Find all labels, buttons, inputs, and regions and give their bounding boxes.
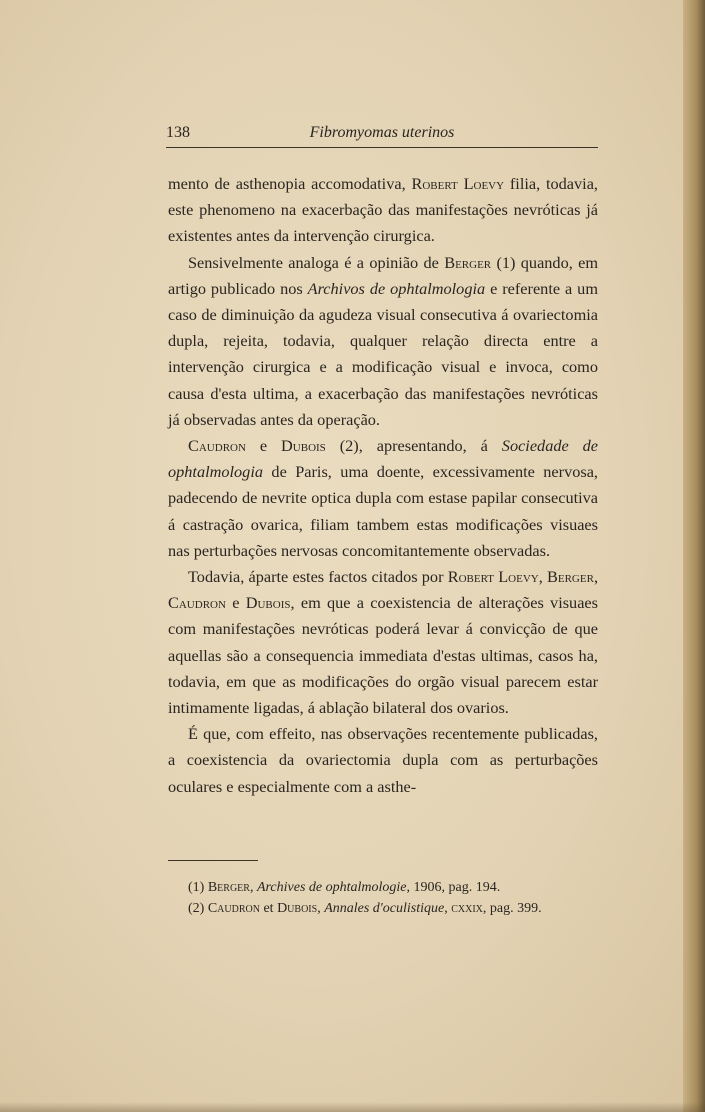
text-run: Sensivelmente analoga é a opinião de bbox=[188, 252, 445, 272]
paragraph-1 bbox=[168, 171, 598, 250]
author-name: Caudron bbox=[168, 593, 226, 613]
running-title: Fibromyomas uterinos bbox=[309, 124, 455, 141]
author-name: Dubois bbox=[245, 593, 291, 613]
journal-title: Archivos de ophtalmologia bbox=[307, 278, 486, 298]
author-name: Dubois bbox=[281, 436, 326, 456]
page-bottom-shadow bbox=[0, 1102, 705, 1112]
text-run: , bbox=[538, 567, 548, 587]
page-number: 138 bbox=[166, 124, 190, 141]
text-run: (1) quando, em artigo publicado nos bbox=[168, 252, 599, 298]
author-name: Caudron bbox=[188, 436, 246, 456]
text-run: de Paris, uma doente, excessivamente nervosa, padecendo de nevrite optica dupla com estase papilar consecutiva á castração ovarica, filiam tambem estas modificações visuaes nas perturbações nervosas concomitantemente observadas. bbox=[168, 462, 598, 560]
footnote-number: (2) bbox=[188, 901, 208, 916]
author-name: Dubois bbox=[277, 901, 318, 916]
body-text bbox=[168, 171, 598, 800]
text-run: et bbox=[259, 901, 278, 916]
footnote-2 bbox=[168, 898, 598, 919]
paragraph-3 bbox=[168, 433, 598, 564]
author-name: Caudron bbox=[207, 901, 260, 916]
journal-title: Annales d'oculistique bbox=[324, 901, 445, 916]
author-name: Robert Loevy bbox=[411, 174, 505, 193]
text-run: , bbox=[593, 567, 599, 587]
text-run: , em que a coexistencia de alterações visuaes com manifestações nevróticas poderá levar á convicção de que aquellas são a consequencia immediata d'estas ultimas, casos ha, todavia, em que as modificações do orgão visual parecem estar intimamente ligadas, á ablação bilateral dos ovarios. bbox=[168, 593, 598, 718]
author-name: Robert Loevy bbox=[447, 567, 539, 587]
author-name: Berger bbox=[207, 880, 250, 895]
text-run: É que, com effeito, nas observações recentemente publicadas, a coexistencia da ovariectomia dupla com as perturbações oculares e especialmente com a asthe- bbox=[168, 724, 598, 796]
footnotes bbox=[168, 877, 598, 919]
text-run: mento de asthenopia accomodativa, bbox=[168, 174, 412, 193]
footnote-number: (1) bbox=[188, 880, 208, 895]
text-run: e bbox=[225, 593, 246, 613]
text-run: e referente a um caso de diminuição da agudeza visual consecutiva á ovariectomia dupla, rejeita, todavia, qualquer relação directa entre a intervenção cirurgica e a modificação visual e invoca, como causa d'esta ultima, a exacerbação das manifestações nevróticas já observadas antes da operação. bbox=[168, 278, 598, 429]
text-run: (2), apresentando, á bbox=[325, 436, 502, 456]
text-run: filia, todavia, este phenomeno na exacerbação das manifestações nevróticas já existentes antes da intervenção cirurgica. bbox=[168, 174, 598, 246]
text-run: , bbox=[444, 901, 452, 916]
paragraph-5 bbox=[168, 721, 598, 800]
paragraph-4 bbox=[168, 564, 598, 721]
text-run: e bbox=[245, 436, 282, 456]
text-run: , bbox=[249, 880, 257, 895]
author-name: Berger bbox=[444, 252, 492, 272]
author-name: Berger bbox=[547, 567, 594, 587]
page-edge bbox=[683, 0, 705, 1112]
text-run: , bbox=[317, 901, 325, 916]
text-run: , pag. 399. bbox=[482, 901, 542, 916]
page-header bbox=[166, 124, 598, 148]
journal-title: Archives de ophtalmologie bbox=[256, 880, 407, 895]
volume-number: cxxix bbox=[451, 901, 483, 916]
text-run: , 1906, pag. 194. bbox=[406, 880, 501, 895]
text-run: Todavia, áparte estes factos citados por bbox=[188, 567, 448, 587]
header-rule bbox=[166, 147, 598, 148]
footnote-1 bbox=[168, 877, 598, 898]
paragraph-2 bbox=[168, 250, 598, 433]
society-name: Sociedade de ophtalmologia bbox=[168, 436, 599, 482]
footnote-rule bbox=[168, 860, 258, 861]
